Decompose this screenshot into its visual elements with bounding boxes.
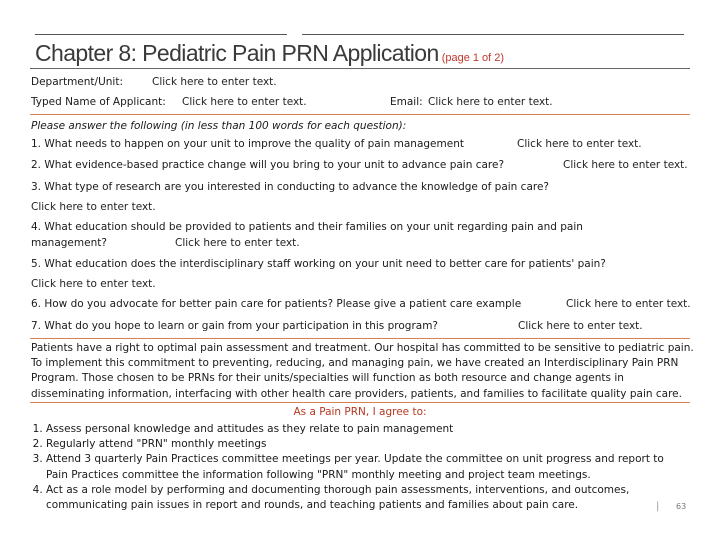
answer-6-field[interactable]: Click here to enter text.	[566, 298, 691, 310]
question-4-line-2: management?	[31, 237, 107, 249]
question-1: 1. What needs to happen on your unit to improve the quality of pain management	[31, 138, 464, 150]
answer-4-field[interactable]: Click here to enter text.	[175, 237, 300, 249]
title-top-rule-left	[35, 34, 287, 35]
title-top-rule-right	[302, 34, 684, 35]
answer-7-field[interactable]: Click here to enter text.	[518, 320, 643, 332]
question-2: 2. What evidence-based practice change will you bring to your unit to advance pain care?	[31, 159, 505, 171]
answer-2-field[interactable]: Click here to enter text.	[563, 159, 688, 171]
question-7: 7. What do you hope to learn or gain from your participation in this program?	[31, 320, 438, 332]
question-4-line-1: 4. What education should be provided to patients and their families on your unit regarding pain and pain	[31, 221, 583, 233]
agreement-heading: As a Pain PRN, I agree to:	[293, 406, 427, 418]
fields-divider	[30, 114, 690, 115]
applicant-name-field[interactable]: Click here to enter text.	[182, 96, 307, 108]
department-label: Department/Unit:	[31, 76, 123, 88]
agreement-item: 4. Act as a role model by performing and documenting thorough pain assessments, interventions, and outcomes, communicating pain issues in report and rounds, and teaching patients and families about pain care.	[46, 483, 686, 513]
email-field[interactable]: Click here to enter text.	[428, 96, 553, 108]
answer-5-field[interactable]: Click here to enter text.	[31, 278, 156, 290]
question-6: 6. How do you advocate for better pain care for patients? Please give a patient care example	[31, 298, 522, 310]
agreement-list	[30, 422, 686, 513]
page-title	[35, 40, 504, 67]
applicant-label: Typed Name of Applicant:	[31, 96, 166, 108]
agreement-item: 1. Assess personal knowledge and attitudes as they relate to pain management	[46, 422, 686, 437]
question-3: 3. What type of research are you interested in conducting to advance the knowledge of pain care?	[31, 181, 550, 193]
title-page-indicator: (page 1 of 2)	[441, 52, 505, 64]
email-label: Email:	[390, 96, 423, 108]
department-field[interactable]: Click here to enter text.	[152, 76, 277, 88]
instructions: Please answer the following (in less than 100 words for each question):	[31, 120, 407, 132]
questions-divider	[30, 338, 690, 339]
title-underline	[30, 68, 690, 69]
question-5: 5. What education does the interdisciplinary staff working on your unit need to better care for patients' pain?	[31, 258, 606, 270]
page-number: 63	[676, 502, 687, 511]
footer-separator: |	[656, 501, 660, 512]
agreement-item: 3. Attend 3 quarterly Pain Practices committee meetings per year. Update the committee on unit progress and report to Pain Practices committee the information following "PRN" monthly meeting and project team meetings.	[46, 452, 686, 482]
answer-1-field[interactable]: Click here to enter text.	[517, 138, 642, 150]
program-statement: Patients have a right to optimal pain assessment and treatment. Our hospital has committed to be sensitive to pediatric pain. To implement this commitment to preventing, reducing, and managing pain, we have created an Interdisciplinary Pain PRN Program. Those chosen to be PRNs for their units/specialties will function as both resource and change agents in disseminating information, interfacing with other health care providers, patients, and families to facilitate quality pain care.	[31, 342, 694, 400]
agreement-item: 2. Regularly attend "PRN" monthly meetings	[46, 437, 686, 452]
answer-3-field[interactable]: Click here to enter text.	[31, 201, 156, 213]
title-main: Chapter 8: Pediatric Pain PRN Application	[35, 40, 439, 66]
statement-divider	[30, 402, 690, 403]
